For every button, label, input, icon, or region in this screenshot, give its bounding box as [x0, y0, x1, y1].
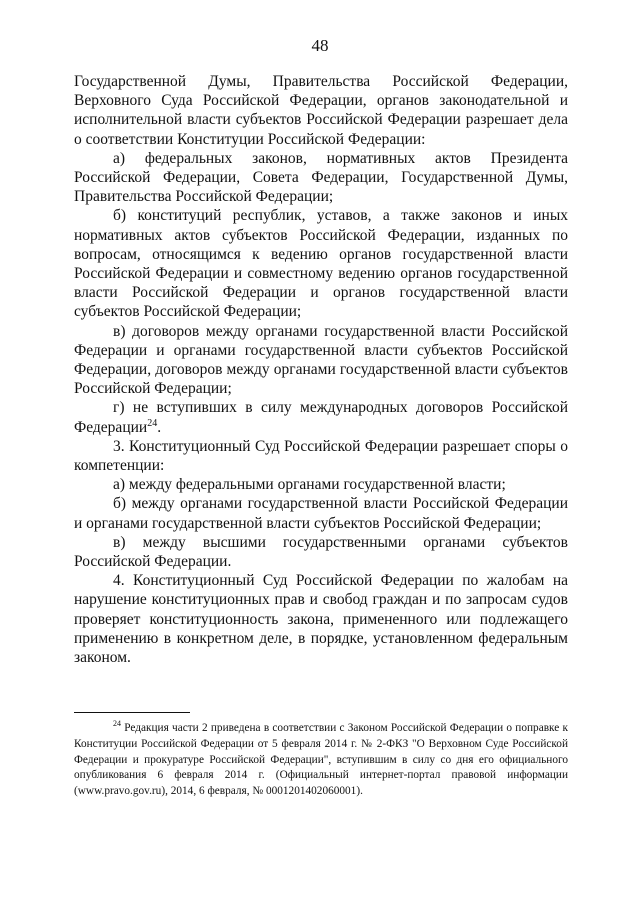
list-item-b: б) конституций республик, уставов, а также законов и иных нормативных актов субъектов Российской Федерации, изданных по вопросам, относящимся к ведению органов государственной власти Российской Федерации и совместному ведению органов государственной власти Российской Федерации и органов государственной власти субъектов Российской Федерации; — [74, 207, 568, 321]
list-item-g-tail: . — [157, 418, 162, 436]
footnote-number: 24 — [113, 719, 121, 729]
body-text — [74, 72, 568, 667]
footnote-text: Редакция части 2 приведена в соответствии с Законом Российской Федерации о поправке к Конституции Российской Федерации от 5 февраля 2014 г. № 2-ФКЗ "О Верховном Суде Российской Федерации и прокуратуре Российской Федерации", вступившим в силу со дня его официального опубликования 6 февраля 2014 г. (Официальный интернет-портал правовой информации (www.pravo.gov.ru), 2014, 6 февраля, № 0001201402060001). — [74, 722, 568, 798]
page-number: 48 — [311, 36, 329, 55]
footnote — [74, 721, 568, 800]
paragraph-4: 4. Конституционный Суд Российской Федерации по жалобам на нарушение конституционных прав и свобод граждан и по запросам судов проверяет конституционность закона, примененного или подлежащего применению в конкретном деле, в порядке, установленном федеральным законом. — [74, 572, 568, 667]
list-item-v: в) договоров между органами государственной власти Российской Федерации и органами государственной власти субъектов Российской Федерации, договоров между органами государственной власти субъектов Российской Федерации; — [74, 322, 568, 398]
paragraph-continuation: Государственной Думы, Правительства Российской Федерации, Верховного Суда Российской Федерации, органов законодательной и исполнительной власти субъектов Российской Федерации разрешает дела о соответствии Конституции Российской Федерации: — [74, 73, 568, 148]
footnote-reference: 24 — [147, 417, 158, 429]
footnote-divider — [74, 712, 190, 713]
list-item-3a: а) между федеральными органами государственной власти; — [113, 476, 506, 494]
list-item-3b: б) между органами государственной власти Российской Федерации и органами государственной власти субъектов Российской Федерации; — [74, 495, 568, 532]
list-item-g — [74, 398, 568, 436]
list-item-3v: в) между высшими государственными органами субъектов Российской Федерации. — [74, 533, 568, 571]
paragraph-3: 3. Конституционный Суд Российской Федерации разрешает споры о компетенции: — [74, 437, 568, 475]
list-item-a: а) федеральных законов, нормативных актов Президента Российской Федерации, Совета Федерации, Государственной Думы, Правительства Российской Федерации; — [74, 149, 568, 206]
list-item-g-text: г) не вступивших в силу международных договоров Российской Федерации — [74, 399, 568, 436]
